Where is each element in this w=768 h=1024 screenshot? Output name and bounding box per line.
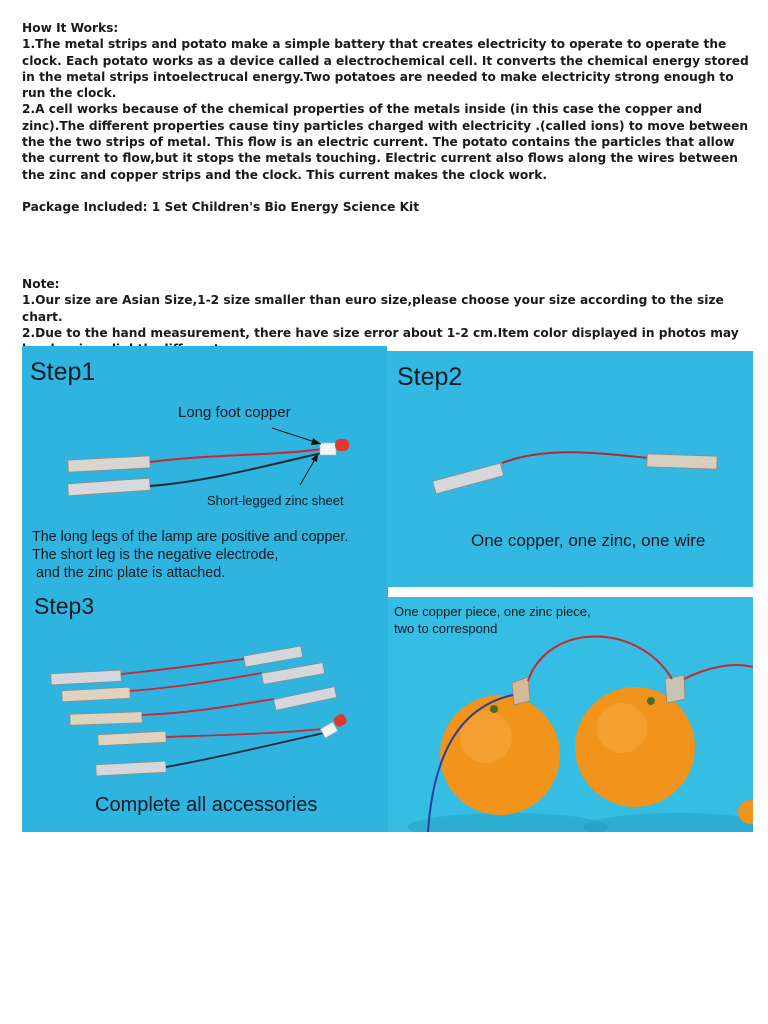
step1-panel bbox=[22, 346, 387, 587]
step1-zinc-label: Short-legged zinc sheet bbox=[207, 493, 344, 508]
step1-caption-line-2: The short leg is the negative electrode, bbox=[32, 547, 279, 563]
step1-copper-label: Long foot copper bbox=[178, 404, 291, 421]
how-it-works-paragraph-1: 1.The metal strips and potato make a simple battery that creates electricity to operate to operate the clock. Each potato works as a device called a electrochemical cell. It converts the chemical energy stored in the metal strips intoelectrucal energy.Two potatoes are needed to make electricity strong enough to run the clock. bbox=[22, 37, 749, 101]
step1-caption-line-1: The long legs of the lamp are positive and copper. bbox=[32, 529, 349, 545]
step2-title: Step2 bbox=[397, 363, 463, 391]
how-it-works-section bbox=[22, 20, 758, 183]
step1-caption-line-3: and the zinc plate is attached. bbox=[32, 565, 226, 581]
step1-caption bbox=[32, 528, 348, 582]
step4-caption-line-1: One copper piece, one zinc piece, bbox=[394, 604, 591, 619]
step4-caption-line-2: two to correspond bbox=[394, 621, 498, 636]
step3-panel bbox=[22, 587, 388, 832]
step2-caption: One copper, one zinc, one wire bbox=[471, 531, 706, 550]
note-heading: Note: bbox=[22, 277, 60, 291]
step3-title: Step3 bbox=[34, 593, 95, 619]
step4-caption bbox=[394, 603, 591, 637]
how-it-works-heading: How It Works: bbox=[22, 21, 119, 35]
note-item-2: 2.Due to the hand measurement, there have size error about 1-2 cm.Item color displayed in photos may bbox=[22, 325, 739, 340]
note-item-1: 1.Our size are Asian Size,1-2 size smaller than euro size,please choose your size according to the size chart. bbox=[22, 293, 724, 324]
package-included: Package Included: 1 Set Children's Bio Energy Science Kit bbox=[22, 200, 420, 214]
step3-caption: Complete all accessories bbox=[95, 794, 318, 816]
step4-panel bbox=[388, 597, 753, 832]
step1-title: Step1 bbox=[30, 358, 96, 386]
step2-panel bbox=[387, 351, 753, 587]
how-it-works-paragraph-2: 2.A cell works because of the chemical properties of the metals inside (in this case the copper and zinc).The different properties cause tiny particles charged with electricity .(called ions) to move between the the two strips of metal. This flow is an electric current. The potato contains the particles that allow the current to flow,but it stops the metals touching. Electric current also flows along the wires between the zinc and copper strips and the clock. This current makes the clock work. bbox=[22, 102, 749, 182]
